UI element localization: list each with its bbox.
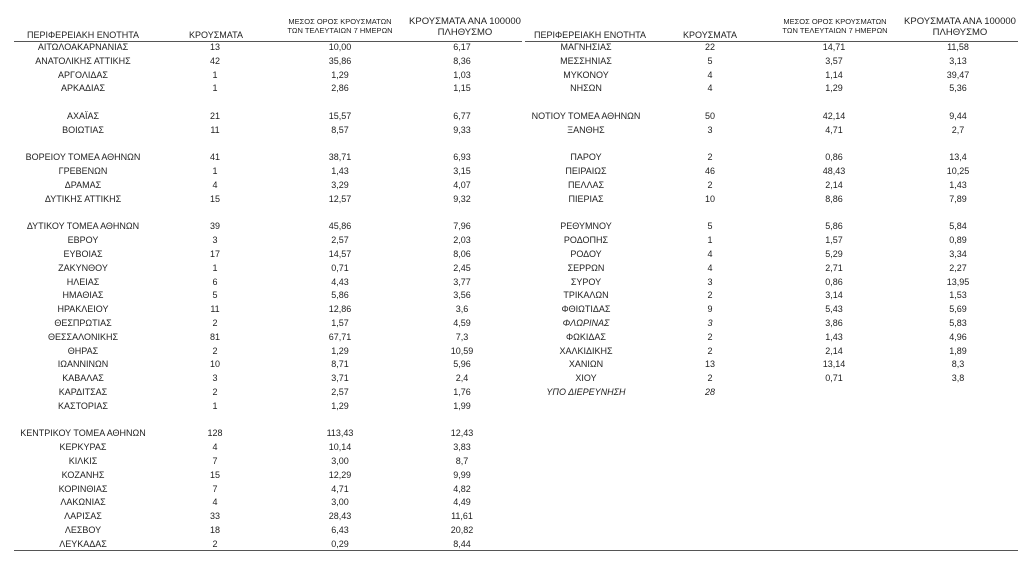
per-100k-value: 4,59 (453, 318, 471, 328)
header-avg-line2: ΤΩΝ ΤΕΛΕΥΤΑΙΩΝ 7 ΗΜΕΡΩΝ (782, 25, 888, 35)
per-100k-value: 13,95 (946, 276, 970, 287)
per-100k-value: 8,7 (455, 456, 469, 466)
cases-value: 3 (707, 124, 713, 135)
cases-value: 2 (212, 387, 218, 397)
cases-value: 11 (210, 124, 220, 135)
per-100k-value: 1,99 (453, 400, 471, 411)
cases-value: 4 (212, 442, 218, 453)
avg-value: 1,29 (331, 345, 349, 356)
avg-value: 0,71 (331, 262, 349, 273)
avg-value: 1,43 (331, 166, 349, 177)
region-name: ΠΙΕΡΙΑΣ (568, 193, 604, 204)
avg-value: 1,29 (825, 83, 843, 94)
header-avg-line1: ΜΕΣΟΣ ΟΡΟΣ ΚΡΟΥΣΜΑΤΩΝ (783, 17, 887, 26)
avg-value: 2,86 (331, 83, 349, 94)
avg-value: 5,29 (825, 249, 843, 259)
avg-value: 3,14 (825, 290, 843, 301)
per-100k-value: 10,25 (946, 166, 970, 177)
per-100k-value: 3,8 (951, 373, 965, 384)
cases-value: 4 (212, 180, 218, 190)
region-name: ΦΛΩΡΙΝΑΣ (562, 318, 610, 328)
per-100k-value: 9,33 (453, 124, 471, 135)
per-100k-value: 4,49 (453, 497, 471, 508)
region-name: ΑΡΓΟΛΙΔΑΣ (58, 69, 108, 80)
cases-value: 1 (212, 262, 218, 273)
avg-value: 2,71 (825, 262, 843, 273)
cases-value: 2 (707, 152, 713, 163)
region-name: ΒΟΙΩΤΙΑΣ (62, 124, 104, 135)
region-name: ΧΑΝΙΩΝ (568, 359, 604, 370)
avg-value: 3,00 (331, 456, 349, 466)
cases-value: 9 (707, 304, 713, 315)
per-100k-value: 1,89 (949, 345, 967, 356)
per-100k-value: 1,76 (453, 387, 471, 397)
avg-value: 8,57 (331, 124, 349, 135)
region-name: ΧΙΟΥ (575, 373, 597, 384)
per-100k-value: 5,69 (949, 304, 967, 315)
region-name: ΑΝΑΤΟΛΙΚΗΣ ΑΤΤΙΚΗΣ (35, 55, 131, 66)
header-region-right: ΠΕΡΙΦΕΡΕΙΑΚΗ ΕΝΟΤΗΤΑ (534, 30, 647, 40)
region-name: ΙΩΑΝΝΙΝΩΝ (57, 359, 109, 370)
cases-value: 2 (212, 538, 218, 549)
avg-value: 42,14 (822, 111, 846, 121)
per-100k-value: 5,84 (949, 221, 967, 232)
cases-value: 13 (209, 42, 220, 52)
region-name: ΘΗΡΑΣ (67, 345, 99, 356)
avg-value: 2,14 (825, 345, 843, 356)
region-name: ΔΥΤΙΚΟΥ ΤΟΜΕΑ ΑΘΗΝΩΝ (26, 221, 140, 232)
avg-value: 13,14 (822, 359, 846, 370)
region-name: ΔΡΑΜΑΣ (64, 180, 102, 190)
cases-value: 39 (209, 221, 220, 232)
per-100k-value: 20,82 (450, 525, 474, 535)
per-100k-value: 1,15 (453, 83, 471, 94)
region-name: ΚΑΡΔΙΤΣΑΣ (58, 387, 108, 397)
avg-value: 113,43 (326, 428, 354, 439)
region-name: ΕΥΒΟΙΑΣ (63, 249, 103, 259)
per-100k-value: 7,3 (455, 331, 469, 342)
cases-value: 28 (704, 387, 715, 397)
per-100k-value: 2,7 (951, 124, 965, 135)
cases-value: 4 (212, 497, 218, 508)
cases-value: 1 (707, 235, 713, 246)
region-name: ΛΑΡΙΣΑΣ (64, 511, 102, 522)
region-name: ΗΡΑΚΛΕΙΟΥ (57, 304, 109, 315)
region-name: ΡΕΘΥΜΝΟΥ (560, 221, 612, 232)
cases-value: 4 (707, 262, 713, 273)
avg-value: 8,86 (825, 193, 843, 204)
cases-value: 1 (212, 400, 218, 411)
avg-value: 67,71 (328, 331, 352, 342)
per-100k-value: 13,4 (949, 152, 967, 163)
cases-value: 46 (704, 166, 715, 177)
avg-value: 48,43 (822, 166, 846, 177)
per-100k-value: 6,17 (453, 42, 471, 52)
region-name: ΜΑΓΝΗΣΙΑΣ (560, 42, 612, 52)
avg-value: 0,71 (825, 373, 843, 384)
per-100k-value: 9,32 (453, 193, 471, 204)
region-name: ΡΟΔΟΠΗΣ (563, 235, 609, 246)
per-100k-value: 5,83 (949, 318, 967, 328)
avg-value: 3,57 (825, 55, 843, 66)
per-100k-value: 2,45 (453, 262, 471, 273)
avg-value: 6,43 (331, 525, 349, 535)
avg-value: 1,14 (825, 69, 843, 80)
region-name: ΥΠΟ ΔΙΕΡΕΥΝΗΣΗ (546, 387, 626, 397)
cases-value: 4 (707, 69, 713, 80)
cases-value: 22 (704, 42, 715, 52)
per-100k-value: 3,34 (949, 249, 967, 259)
region-name: ΛΕΥΚΑΔΑΣ (59, 538, 107, 549)
region-name: ΑΧΑΪΑΣ (66, 111, 100, 121)
cases-value: 2 (707, 331, 713, 342)
cases-value: 6 (212, 276, 218, 287)
header-per-right (895, 17, 1024, 39)
region-name: ΗΜΑΘΙΑΣ (62, 290, 104, 301)
avg-value: 5,86 (331, 290, 349, 301)
cases-value: 33 (209, 511, 220, 522)
per-100k-value: 1,03 (453, 69, 471, 80)
cases-value: 7 (212, 483, 218, 494)
cases-value: 11 (210, 304, 220, 315)
region-name: ΚΕΝΤΡΙΚΟΥ ΤΟΜΕΑ ΑΘΗΝΩΝ (20, 428, 146, 439)
header-avg-line2: ΤΩΝ ΤΕΛΕΥΤΑΙΩΝ 7 ΗΜΕΡΩΝ (287, 25, 393, 35)
cases-value: 3 (212, 235, 218, 246)
region-name: ΘΕΣΣΑΛΟΝΙΚΗΣ (47, 331, 119, 342)
avg-value: 10,00 (328, 42, 352, 52)
cases-value: 42 (209, 55, 220, 66)
avg-value: 10,14 (328, 442, 352, 453)
avg-value: 1,57 (331, 318, 349, 328)
region-name: ΕΒΡΟΥ (67, 235, 99, 246)
per-100k-value: 6,93 (453, 152, 471, 163)
per-100k-value: 7,89 (949, 193, 967, 204)
header-avg-line1: ΜΕΣΟΣ ΟΡΟΣ ΚΡΟΥΣΜΑΤΩΝ (288, 17, 392, 26)
per-100k-value: 4,82 (453, 483, 471, 494)
region-name: ΞΑΝΘΗΣ (567, 124, 605, 135)
cases-value: 1 (212, 83, 218, 94)
cases-value: 4 (707, 249, 713, 259)
region-name: ΚΟΖΑΝΗΣ (61, 469, 105, 480)
per-100k-value: 3,15 (453, 166, 471, 177)
cases-value: 5 (707, 55, 713, 66)
cases-value: 5 (212, 290, 218, 301)
header-region-left: ΠΕΡΙΦΕΡΕΙΑΚΗ ΕΝΟΤΗΤΑ (27, 30, 140, 40)
avg-value: 2,57 (331, 235, 349, 246)
avg-value: 2,14 (825, 180, 843, 190)
region-name: ΚΑΣΤΟΡΙΑΣ (58, 400, 108, 411)
avg-value: 38,71 (328, 152, 352, 163)
cases-value: 4 (707, 83, 713, 94)
cases-value: 1 (212, 166, 218, 177)
per-100k-value: 8,3 (951, 359, 965, 370)
avg-value: 1,43 (825, 331, 843, 342)
region-name: ΓΡΕΒΕΝΩΝ (58, 166, 108, 177)
avg-value: 8,71 (331, 359, 349, 370)
avg-value: 1,29 (331, 400, 349, 411)
avg-value: 12,86 (328, 304, 352, 315)
region-name: ΚΕΡΚΥΡΑΣ (59, 442, 107, 453)
per-100k-value: 10,59 (450, 345, 474, 356)
cases-value: 2 (707, 180, 713, 190)
avg-value: 3,29 (331, 180, 349, 190)
per-100k-value: 5,36 (949, 83, 967, 94)
region-name: ΑΙΤΩΛΟΑΚΑΡΝΑΝΙΑΣ (37, 42, 129, 52)
avg-value: 45,86 (328, 221, 352, 232)
avg-value: 3,71 (331, 373, 349, 384)
per-100k-value: 39,47 (946, 69, 970, 80)
avg-value: 1,57 (825, 235, 843, 246)
cases-value: 15 (209, 469, 220, 480)
avg-value: 1,29 (331, 69, 349, 80)
per-100k-value: 1,53 (949, 290, 967, 301)
avg-value: 15,57 (328, 111, 352, 121)
per-100k-value: 8,06 (453, 249, 471, 259)
per-100k-value: 9,44 (949, 111, 967, 121)
header-cases-right: ΚΡΟΥΣΜΑΤΑ (683, 30, 737, 40)
cases-value: 128 (207, 428, 223, 439)
region-name: ΣΥΡΟΥ (570, 276, 602, 287)
avg-value: 12,29 (328, 469, 352, 480)
region-name: ΚΑΒΑΛΑΣ (62, 373, 104, 384)
per-100k-value: 3,77 (453, 276, 471, 287)
cases-value: 15 (209, 193, 220, 204)
avg-value: 2,57 (331, 387, 349, 397)
region-name: ΣΕΡΡΩΝ (567, 262, 605, 273)
per-100k-value: 5,96 (453, 359, 471, 370)
region-name: ΠΕΛΛΑΣ (567, 180, 605, 190)
header-cases-left: ΚΡΟΥΣΜΑΤΑ (189, 30, 243, 40)
avg-value: 0,86 (825, 276, 843, 287)
cases-value: 17 (209, 249, 220, 259)
cases-value: 3 (212, 373, 218, 384)
cases-value: 18 (209, 525, 220, 535)
avg-value: 4,43 (331, 276, 349, 287)
cases-value: 21 (209, 111, 220, 121)
cases-value: 81 (209, 331, 220, 342)
cases-value: 10 (704, 193, 715, 204)
avg-value: 12,57 (328, 193, 352, 204)
region-name: ΝΗΣΩΝ (570, 83, 602, 94)
region-name: ΠΕΙΡΑΙΩΣ (565, 166, 607, 177)
region-name: ΦΩΚΙΔΑΣ (566, 331, 606, 342)
per-100k-value: 6,77 (453, 111, 471, 121)
cases-value: 10 (209, 359, 220, 370)
avg-value: 0,86 (825, 152, 843, 163)
region-name: ΧΑΛΚΙΔΙΚΗΣ (559, 345, 613, 356)
per-100k-value: 3,83 (453, 442, 471, 453)
avg-value: 14,71 (822, 42, 846, 52)
avg-value: 3,86 (825, 318, 843, 328)
header-per-line1: ΚΡΟΥΣΜΑΤΑ ΑΝΑ 100000 (409, 16, 521, 27)
region-name: ΑΡΚΑΔΙΑΣ (60, 83, 106, 94)
per-100k-value: 4,96 (949, 331, 967, 342)
cases-value: 5 (707, 221, 713, 232)
avg-value: 4,71 (331, 483, 349, 494)
cases-value: 7 (212, 456, 218, 466)
region-name: ΚΟΡΙΝΘΙΑΣ (58, 483, 108, 494)
region-name: ΡΟΔΟΥ (570, 249, 602, 259)
per-100k-value: 11,58 (947, 42, 969, 52)
cases-value: 13 (704, 359, 715, 370)
cases-value: 50 (704, 111, 715, 121)
header-per-line1: ΚΡΟΥΣΜΑΤΑ ΑΝΑ 100000 (904, 16, 1016, 27)
per-100k-value: 8,44 (453, 538, 471, 549)
region-name: ΛΕΣΒΟΥ (64, 525, 102, 535)
cases-value: 3 (707, 318, 713, 328)
avg-value: 4,71 (825, 124, 843, 135)
cases-value: 2 (707, 345, 713, 356)
avg-value: 35,86 (328, 55, 352, 66)
region-name: ΗΛΕΙΑΣ (66, 276, 100, 287)
cases-value: 2 (707, 373, 713, 384)
per-100k-value: 8,36 (453, 55, 471, 66)
region-name: ΚΙΛΚΙΣ (68, 456, 98, 466)
per-100k-value: 11,61 (451, 511, 473, 522)
region-name: ΝΟΤΙΟΥ ΤΟΜΕΑ ΑΘΗΝΩΝ (531, 111, 641, 121)
per-100k-value: 2,27 (949, 262, 967, 273)
per-100k-value: 1,43 (949, 180, 967, 190)
avg-value: 28,43 (328, 511, 352, 522)
per-100k-value: 2,4 (455, 373, 469, 384)
header-avg-left (275, 18, 405, 35)
per-100k-value: 12,43 (450, 428, 474, 439)
region-name: ΘΕΣΠΡΩΤΙΑΣ (54, 318, 112, 328)
per-100k-value: 9,99 (453, 469, 471, 480)
region-name: ΜΥΚΟΝΟΥ (563, 69, 609, 80)
cases-value: 2 (707, 290, 713, 301)
header-avg-right (770, 18, 900, 35)
avg-value: 5,86 (825, 221, 843, 232)
cases-value: 2 (212, 345, 218, 356)
region-name: ΜΕΣΣΗΝΙΑΣ (560, 55, 612, 66)
per-100k-value: 3,56 (453, 290, 471, 301)
per-100k-value: 7,96 (453, 221, 471, 232)
avg-value: 3,00 (331, 497, 349, 508)
region-name: ΤΡΙΚΑΛΩΝ (563, 290, 609, 301)
per-100k-value: 2,03 (453, 235, 471, 246)
header-per-left (400, 17, 530, 39)
region-name: ΛΑΚΩΝΙΑΣ (60, 497, 106, 508)
cases-value: 1 (212, 69, 218, 80)
per-100k-value: 0,89 (949, 235, 967, 246)
per-100k-value: 4,07 (453, 180, 471, 190)
cases-value: 3 (707, 276, 713, 287)
avg-value: 14,57 (328, 249, 352, 259)
region-name: ΔΥΤΙΚΗΣ ΑΤΤΙΚΗΣ (44, 193, 122, 204)
cases-value: 2 (212, 318, 218, 328)
per-100k-value: 3,13 (949, 55, 967, 66)
region-name: ΒΟΡΕΙΟΥ ΤΟΜΕΑ ΑΘΗΝΩΝ (25, 152, 141, 163)
per-100k-value: 3,6 (455, 304, 469, 315)
header-per-line2: ΠΛΗΘΥΣΜΟ (437, 26, 493, 38)
avg-value: 0,29 (331, 538, 349, 549)
region-name: ΦΘΙΩΤΙΔΑΣ (561, 304, 611, 315)
region-name: ΖΑΚΥΝΘΟΥ (58, 262, 108, 273)
avg-value: 5,43 (825, 304, 843, 315)
cases-value: 41 (209, 152, 220, 163)
header-per-line2: ΠΛΗΘΥΣΜΟ (932, 26, 988, 38)
region-name: ΠΑΡΟΥ (570, 152, 602, 163)
